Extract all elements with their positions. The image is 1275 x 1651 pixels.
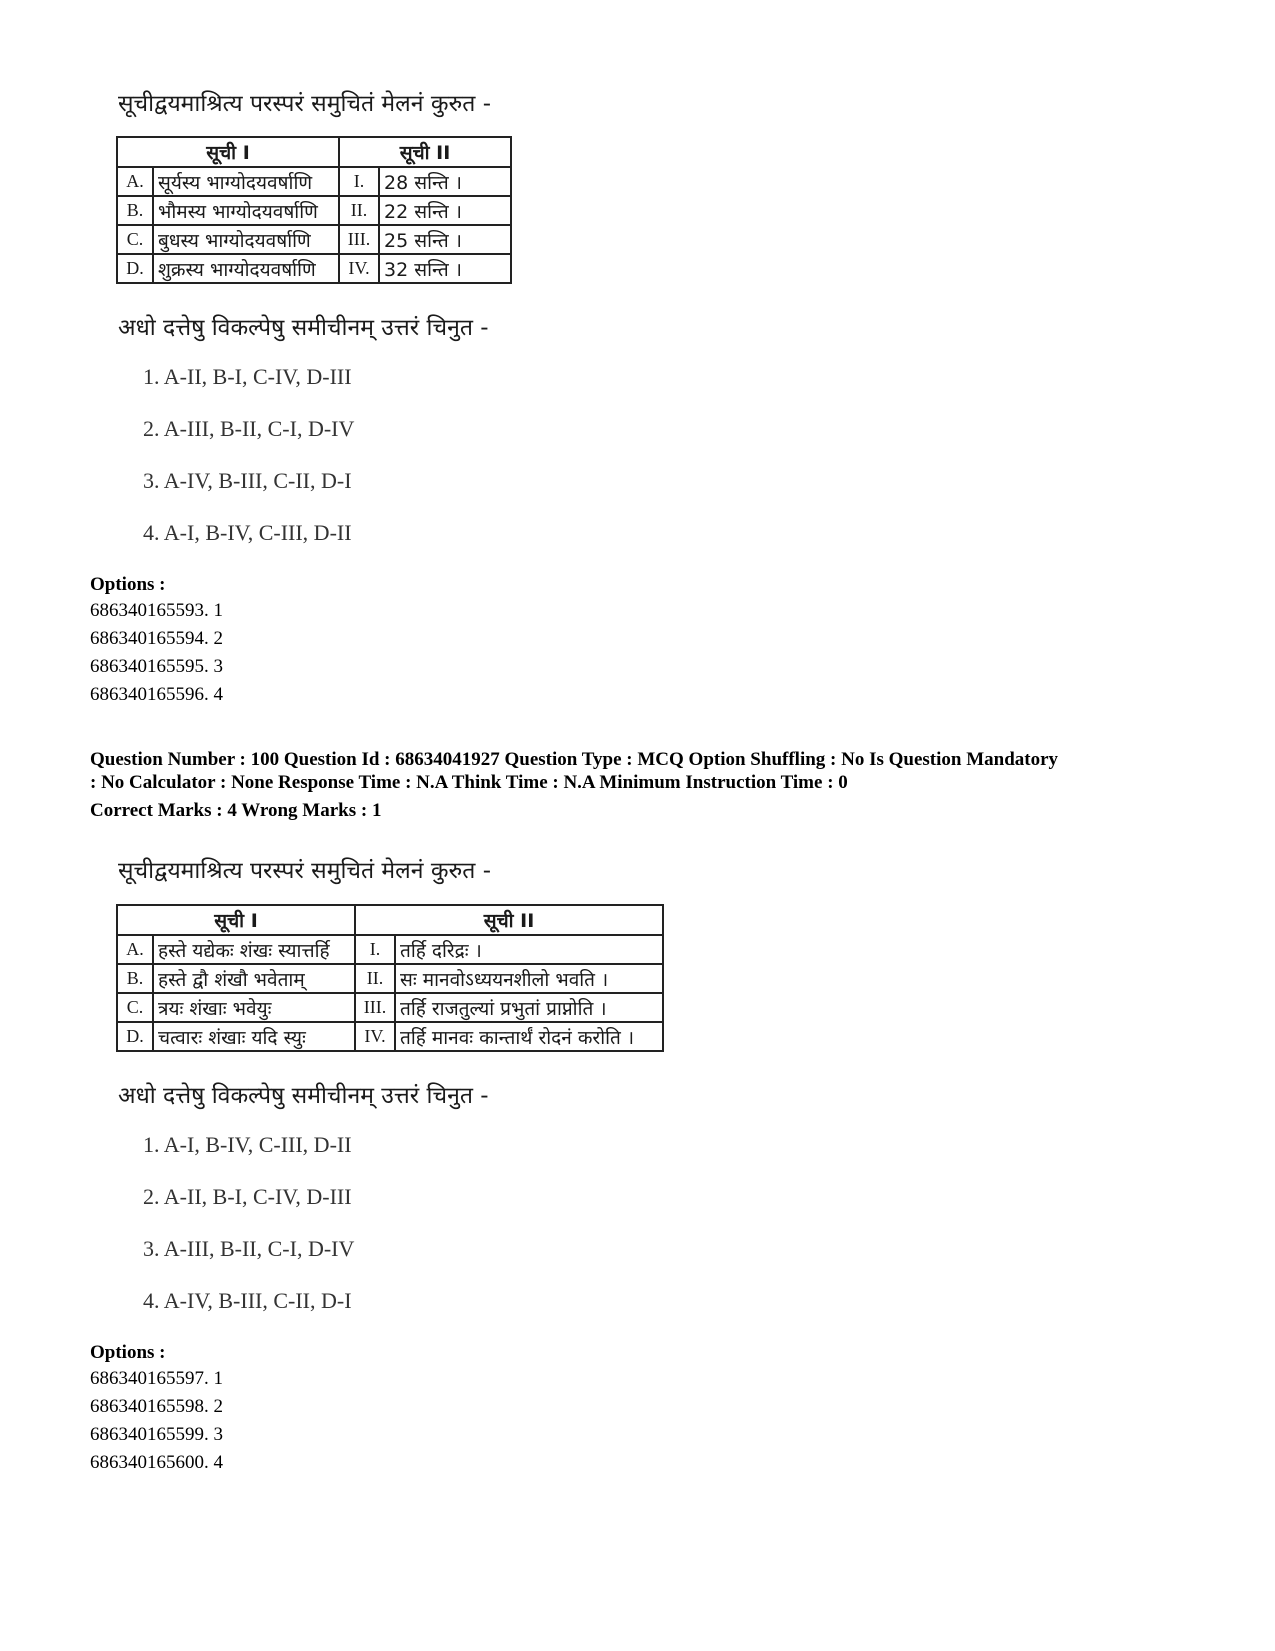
option-item: 686340165595. 3 bbox=[90, 656, 223, 677]
row-label: D. bbox=[117, 1022, 153, 1051]
q100-options-list bbox=[90, 1365, 223, 1477]
row-num: IV. bbox=[355, 1022, 395, 1051]
row-label: B. bbox=[117, 964, 153, 993]
table-row bbox=[117, 935, 663, 964]
table-row bbox=[117, 167, 511, 196]
q100-meta-line-2: : No Calculator : None Response Time : N.A Think Time : N.A Minimum Instruction Time : 0 bbox=[90, 772, 848, 793]
q100-prompt: सूचीद्वयमाश्रित्य परस्परं समुचितं मेलनं कुरुत - bbox=[118, 858, 491, 884]
header-list-2: सूची II bbox=[339, 137, 511, 167]
q99-prompt: सूचीद्वयमाश्रित्य परस्परं समुचितं मेलनं कुरुत - bbox=[118, 91, 491, 117]
row-left: हस्ते यद्येकः शंखः स्यात्तर्हि bbox=[153, 935, 355, 964]
option-item: 686340165599. 3 bbox=[90, 1424, 223, 1445]
q100-choice-1: 1. A-I, B-IV, C-III, D-II bbox=[143, 1132, 352, 1157]
row-num: III. bbox=[355, 993, 395, 1022]
table-header-row bbox=[117, 137, 511, 167]
q100-choice-4: 4. A-IV, B-III, C-II, D-I bbox=[143, 1288, 352, 1313]
q99-choice-4: 4. A-I, B-IV, C-III, D-II bbox=[143, 520, 352, 545]
row-right: तर्हि मानवः कान्तार्थं रोदनं करोति । bbox=[395, 1022, 663, 1051]
table-header-row bbox=[117, 905, 663, 935]
row-right: 28 सन्ति । bbox=[379, 167, 511, 196]
q100-choice-2: 2. A-II, B-I, C-IV, D-III bbox=[143, 1184, 352, 1209]
option-item: 686340165593. 1 bbox=[90, 600, 223, 621]
row-left: भौमस्य भाग्योदयवर्षाणि bbox=[153, 196, 339, 225]
row-num: I. bbox=[355, 935, 395, 964]
table-row bbox=[117, 1022, 663, 1051]
option-item: 686340165600. 4 bbox=[90, 1452, 223, 1473]
row-num: III. bbox=[339, 225, 379, 254]
row-left: सूर्यस्य भाग्योदयवर्षाणि bbox=[153, 167, 339, 196]
row-right: 32 सन्ति । bbox=[379, 254, 511, 283]
q99-choice-1: 1. A-II, B-I, C-IV, D-III bbox=[143, 364, 352, 389]
row-label: B. bbox=[117, 196, 153, 225]
row-left: हस्ते द्वौ शंखौ भवेताम् bbox=[153, 964, 355, 993]
q99-options-list bbox=[90, 597, 223, 709]
row-num: I. bbox=[339, 167, 379, 196]
table-row bbox=[117, 993, 663, 1022]
header-list-1: सूची I bbox=[117, 137, 339, 167]
q100-marks: Correct Marks : 4 Wrong Marks : 1 bbox=[90, 800, 382, 821]
q100-meta bbox=[90, 748, 1190, 822]
row-num: IV. bbox=[339, 254, 379, 283]
q100-meta-line-1: Question Number : 100 Question Id : 68634041927 Question Type : MCQ Option Shuffling : No Is Question Mandatory bbox=[90, 749, 1059, 770]
row-label: D. bbox=[117, 254, 153, 283]
option-item: 686340165594. 2 bbox=[90, 628, 223, 649]
row-left: बुधस्य भाग्योदयवर्षाणि bbox=[153, 225, 339, 254]
table-row bbox=[117, 964, 663, 993]
row-left: त्रयः शंखाः भवेयुः bbox=[153, 993, 355, 1022]
table-row bbox=[117, 254, 511, 283]
option-item: 686340165598. 2 bbox=[90, 1396, 223, 1417]
q100-choice-3: 3. A-III, B-II, C-I, D-IV bbox=[143, 1236, 355, 1261]
q100-match-table bbox=[116, 904, 664, 1052]
row-label: A. bbox=[117, 935, 153, 964]
row-right: तर्हि दरिद्रः । bbox=[395, 935, 663, 964]
q99-choice-2: 2. A-III, B-II, C-I, D-IV bbox=[143, 416, 355, 441]
row-left: चत्वारः शंखाः यदि स्युः bbox=[153, 1022, 355, 1051]
option-item: 686340165596. 4 bbox=[90, 684, 223, 705]
header-list-1: सूची I bbox=[117, 905, 355, 935]
table-row bbox=[117, 225, 511, 254]
q100-options-label: Options : bbox=[90, 1342, 166, 1363]
row-right: तर्हि राजतुल्यां प्रभुतां प्राप्नोति । bbox=[395, 993, 663, 1022]
q99-options-label: Options : bbox=[90, 574, 166, 595]
q99-choose-prompt: अधो दत्तेषु विकल्पेषु समीचीनम् उत्तरं चिनुत - bbox=[118, 315, 489, 341]
row-label: C. bbox=[117, 225, 153, 254]
table-row bbox=[117, 196, 511, 225]
row-right: 25 सन्ति । bbox=[379, 225, 511, 254]
row-label: A. bbox=[117, 167, 153, 196]
row-right: सः मानवोऽध्ययनशीलो भवति । bbox=[395, 964, 663, 993]
row-label: C. bbox=[117, 993, 153, 1022]
row-left: शुक्रस्य भाग्योदयवर्षाणि bbox=[153, 254, 339, 283]
q99-choice-3: 3. A-IV, B-III, C-II, D-I bbox=[143, 468, 352, 493]
row-right: 22 सन्ति । bbox=[379, 196, 511, 225]
header-list-2: सूची II bbox=[355, 905, 663, 935]
q100-choose-prompt: अधो दत्तेषु विकल्पेषु समीचीनम् उत्तरं चिनुत - bbox=[118, 1083, 489, 1109]
row-num: II. bbox=[339, 196, 379, 225]
q99-match-table bbox=[116, 136, 512, 284]
option-item: 686340165597. 1 bbox=[90, 1368, 223, 1389]
row-num: II. bbox=[355, 964, 395, 993]
